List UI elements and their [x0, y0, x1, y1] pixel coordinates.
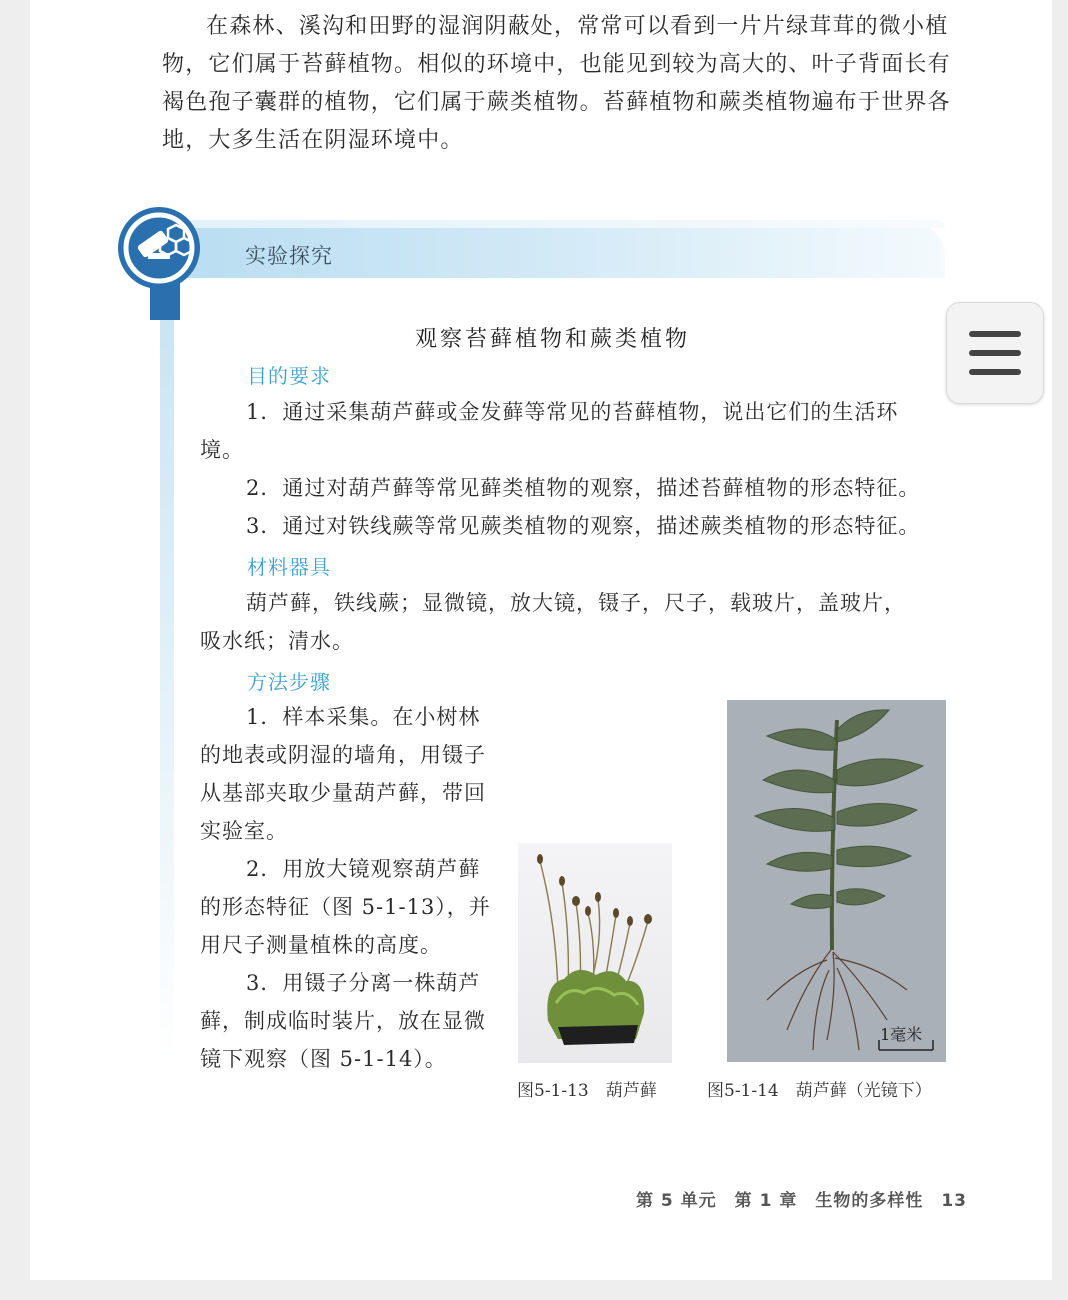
menu-line: [969, 369, 1021, 375]
intro-paragraph: 在森林、溪沟和田野的湿润阴蔽处，常常可以看到一片片绿茸茸的微小植物，它们属于苔藓植物。相似的环境中，也能见到较为高大的、叶子背面长有褐色孢子囊群的植物，它们属于蕨类植物。苔藓植物和蕨类植物遍布于世界各地，大多生活在阴湿环境中。: [162, 14, 951, 153]
purpose-heading: 目的要求: [247, 364, 331, 388]
figure-2-caption: 图5-1-14 葫芦藓（光镜下）: [707, 1081, 932, 1101]
purpose-list: [200, 393, 930, 545]
method-step-2: 2．用放大镜观察葫芦藓的形态特征（图 5-1-13），并用尺子测量植株的高度。: [200, 857, 491, 957]
method-heading: 方法步骤: [247, 670, 331, 694]
scale-bar-label: 1毫米: [880, 1025, 923, 1044]
purpose-item-1: 1．通过采集葫芦藓或金发藓等常见的苔藓植物，说出它们的生活环境。: [200, 400, 899, 462]
microscope-molecule-icon: [118, 207, 200, 289]
purpose-item-3: 3．通过对铁线蕨等常见蕨类植物的观察，描述蕨类植物的形态特征。: [246, 514, 921, 538]
menu-line: [969, 331, 1021, 337]
figure-moss-photo: [518, 843, 672, 1063]
method-steps: [200, 698, 492, 1078]
method-step-1: 1．样本采集。在小树林的地表或阴湿的墙角，用镊子从基部夹取少量葫芦藓，带回实验室。: [200, 705, 486, 843]
figure-micrograph: [727, 700, 946, 1062]
page-footer: 第 5 单元 第 1 章 生物的多样性 13: [636, 1191, 967, 1211]
materials-text: 葫芦藓，铁线蕨；显微镜，放大镜，镊子，尺子，载玻片，盖玻片，吸水纸；清水。: [200, 591, 906, 653]
section-band-highlight: [150, 220, 945, 228]
experiment-title: 观察苔藓植物和蕨类植物: [415, 327, 691, 352]
section-side-bar: [160, 280, 174, 1060]
materials-heading: 材料器具: [247, 555, 331, 579]
section-label: 实验探究: [245, 244, 333, 268]
purpose-item-2: 2．通过对葫芦藓等常见藓类植物的观察，描述苔藓植物的形态特征。: [246, 476, 921, 500]
menu-line: [969, 350, 1021, 356]
figure-1-caption: 图5-1-13 葫芦藓: [517, 1081, 657, 1101]
hamburger-menu-icon[interactable]: [946, 302, 1044, 404]
method-step-3: 3．用镊子分离一株葫芦藓，制成临时装片，放在显微镜下观察（图 5-1-14）。: [200, 971, 486, 1071]
